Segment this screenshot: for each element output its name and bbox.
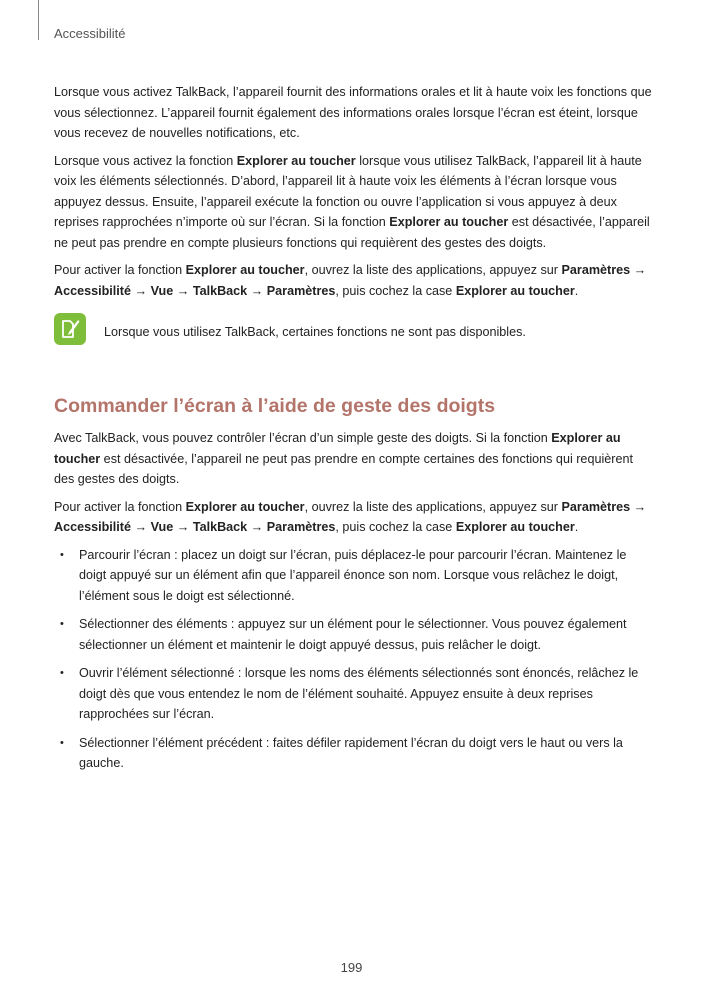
section-title: Commander l’écran à l’aide de geste des doigts — [54, 395, 496, 417]
note-block — [54, 313, 654, 345]
menu-path: Paramètres → Accessibilité → Vue → TalkBack → Paramètres — [54, 499, 647, 534]
note-text: Lorsque vous utilisez TalkBack, certaines fonctions ne sont pas disponibles. — [104, 325, 526, 339]
bullet-icon: • — [60, 667, 64, 679]
list-item: • Sélectionner l’élément précédent : faites défiler rapidement l’écran du doigt vers le haut ou vers la gauche. — [54, 733, 654, 774]
bold-term: Explorer au toucher — [389, 215, 509, 229]
gesture-list — [54, 545, 654, 774]
section-paragraph-1: Avec TalkBack, vous pouvez contrôler l’écran d’un simple geste des doigts. Si la fonction Explorer au toucher est désactivée, l’appareil ne peut pas prendre en compte certaines des fonctions qui requièrent des gestes des doigts. — [54, 431, 633, 486]
list-item: • Parcourir l’écran : placez un doigt sur l’écran, puis déplacez-le pour parcourir l’écran. Maintenez le doigt appuyé sur un élément afin que l’appareil énonce son nom. Lorsque vous relâchez le doigt, l’élément sous le doigt est sélectionné. — [54, 545, 654, 607]
list-item: • Ouvrir l’élément sélectionné : lorsque les noms des éléments sélectionnés sont énoncés, relâchez le doigt dès que vous entendez le nom de l’élément souhaité. Appuyez ensuite à deux reprises rapprochées sur l’écran. — [54, 663, 654, 725]
intro-paragraph-3: Pour activer la fonction Explorer au toucher, ouvrez la liste des applications, appuyez sur Paramètres → Accessibilité → Vue → TalkBack → Paramètres, puis cochez la case Explorer au toucher. — [54, 263, 647, 298]
page-header-title: Accessibilité — [54, 26, 126, 41]
bullet-icon: • — [60, 548, 64, 561]
bold-term: Explorer au toucher — [236, 153, 356, 168]
list-item: • Sélectionner des éléments : appuyez sur un élément pour le sélectionner. Vous pouvez également sélectionner un élément et maintenir le doigt appuyé dessus, puis relâcher le doigt. — [54, 614, 654, 655]
bold-term: Explorer au toucher — [185, 263, 305, 277]
bold-term: Explorer au toucher — [54, 431, 621, 466]
bold-term: Explorer au toucher — [455, 283, 575, 298]
bullet-icon: • — [60, 736, 64, 749]
bullet-icon: • — [60, 618, 64, 630]
page-content — [54, 82, 654, 782]
intro-paragraph-1: Lorsque vous activez TalkBack, l’appareil fournit des informations orales et lit à haute voix les fonctions que vous sélectionnez. L’appareil fournit également des informations orales lorsque l’écran est éteint, lorsque vous recevez de nouvelles notifications, etc. — [54, 85, 652, 140]
note-icon — [54, 313, 86, 345]
intro-paragraph-2: Lorsque vous activez la fonction Explorer au toucher lorsque vous utilisez TalkBack, l’appareil lit à haute voix les éléments sélectionnés. D’abord, l’appareil lit à haute voix les éléments à l’écran lorsque vous appuyez dessus. Ensuite, l’appareil exécute la fonction ou ouvre l’application si vous appuyez à deux reprises rapprochées n’importe où sur l’écran. Si la fonction Explorer au toucher est désactivée, l’appareil ne peut pas prendre en compte plusieurs fonctions qui requièrent des gestes des doigts. — [54, 153, 650, 250]
menu-path: Paramètres → Accessibilité → Vue → TalkBack → Paramètres — [54, 263, 647, 298]
page-number: 199 — [340, 960, 363, 975]
bold-term: Explorer au toucher — [455, 520, 575, 534]
bold-term: Explorer au toucher — [185, 499, 305, 514]
section-paragraph-2: Pour activer la fonction Explorer au toucher, ouvrez la liste des applications, appuyez sur Paramètres → Accessibilité → Vue → TalkBack → Paramètres, puis cochez la case Explorer au toucher. — [54, 499, 647, 534]
header-rule — [38, 0, 39, 40]
